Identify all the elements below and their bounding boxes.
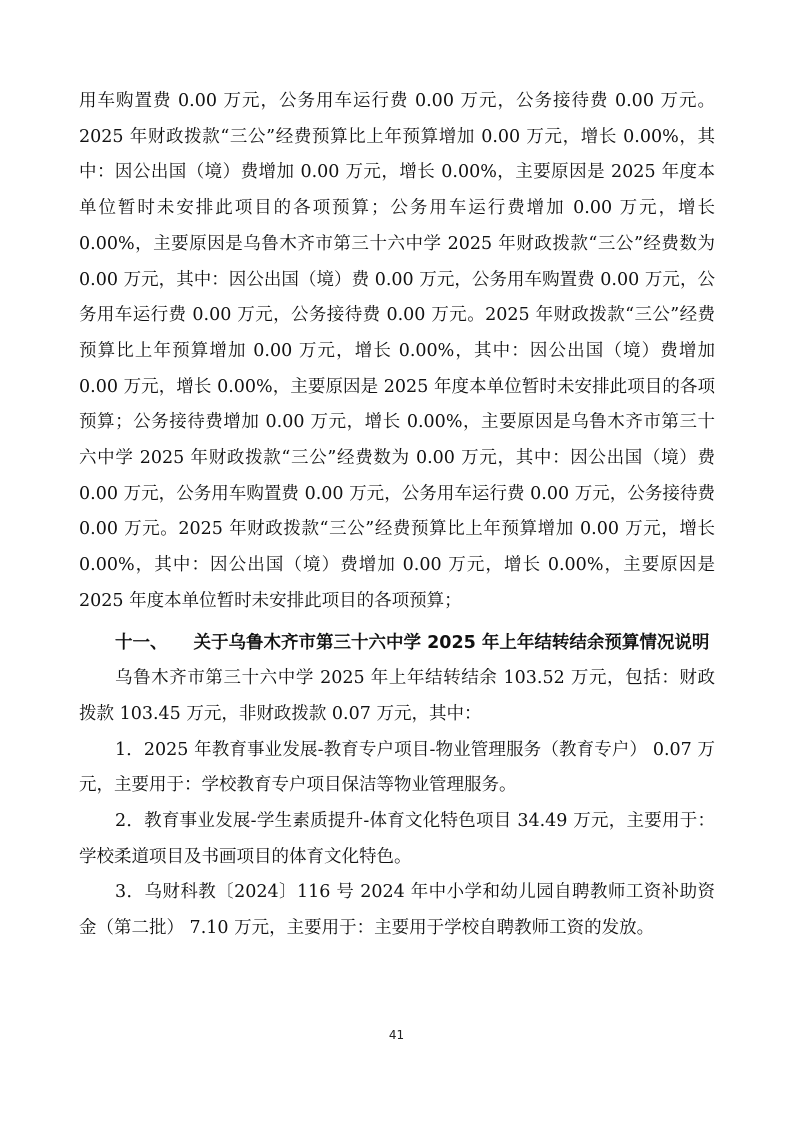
section-title: 关于乌鲁木齐市第三十六中学 2025 年上年结转结余预算情况说明: [193, 632, 710, 653]
paragraph-carryover-summary: 乌鲁木齐市第三十六中学 2025 年上年结转结余 103.52 万元，包括：财政拨款 103.45 万元，非财政拨款 0.07 万元，其中：: [79, 668, 715, 724]
section-number: 十一、: [115, 632, 168, 653]
list-item: 3．乌财科教〔2024〕116 号 2024 年中小学和幼儿园自聘教师工资补助资金（第二批） 7.10 万元，主要用于：主要用于学校自聘教师工资的发放。: [79, 882, 715, 939]
section-heading: [79, 626, 715, 662]
document-body: [79, 84, 715, 947]
page-number: 41: [388, 1028, 405, 1042]
paragraph-three-public-expenses: 用车购置费 0.00 万元，公务用车运行费 0.00 万元，公务接待费 0.00 万元。2025 年财政拨款“三公”经费预算比上年预算增加 0.00 万元，增长 0.00%，其中：因公出国（境）费增加 0.00 万元，增长 0.00%，主要原因是 2025 年度本单位暂时未安排此项目的各项预算；公务用车运行费增加 0.00 万元，增长 0.00%，主要原因是乌鲁木齐市第三十六中学 2025 年财政拨款“三公”经费数为 0.00 万元，其中：因公出国（境）费 0.00 万元，公务用车购置费 0.00 万元，公务用车运行费 0.00 万元，公务接待费 0.00 万元。2025 年财政拨款“三公”经费预算比上年预算增加 0.00 万元，增长 0.00%，其中：因公出国（境）费增加 0.00 万元，增长 0.00%，主要原因是 2025 年度本单位暂时未安排此项目的各项预算；公务接待费增加 0.00 万元，增长 0.00%，主要原因是乌鲁木齐市第三十六中学 2025 年财政拨款“三公”经费数为 0.00 万元，其中：因公出国（境）费 0.00 万元，公务用车购置费 0.00 万元，公务用车运行费 0.00 万元，公务接待费 0.00 万元。2025 年财政拨款“三公”经费预算比上年预算增加 0.00 万元，增长 0.00%，其中：因公出国（境）费增加 0.00 万元，增长 0.00%，主要原因是 2025 年度本单位暂时未安排此项目的各项预算；: [79, 91, 715, 611]
list-item: 2．教育事业发展-学生素质提升-体育文化特色项目 34.49 万元，主要用于：学校柔道项目及书画项目的体育文化特色。: [79, 811, 715, 867]
list-item: 1．2025 年教育事业发展-教育专户项目-物业管理服务（教育专户） 0.07 万元，主要用于：学校教育专户项目保洁等物业管理服务。: [79, 739, 715, 796]
